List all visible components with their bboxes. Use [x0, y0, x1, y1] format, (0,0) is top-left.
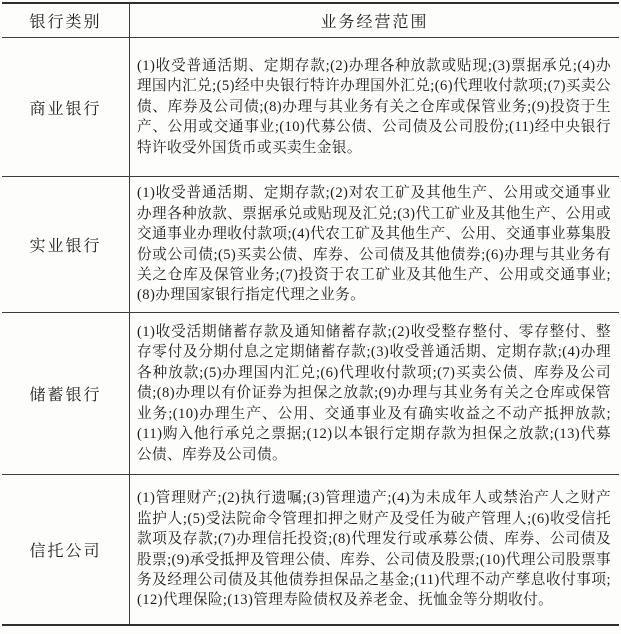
scope-text: (1)收受活期储蓄存款及通知储蓄存款;(2)收受整存整付、零存整付、整存零付及分期付息之定期储蓄存款;(3)收受普通活期、定期存款;(4)办理各种放款;(5)办理国内汇兑;(6)代理收付款项;(7)买卖公债、库券及公司债;(8)办理以有价证券为担保之放款;(9)办理与其业务有关之仓库或保管业务;(10)办理生产、公用、交通事业及有确实收益之不动产抵押放款;(11)购入他行承兑之票据;(12)以本银行定期存款为担保之放款;(13)代募公债、库券及公司债。: [137, 324, 611, 463]
scope-text: (1)管理财产;(2)执行遗嘱;(3)管理遗产;(4)为未成年人或禁治产人之财产监护人;(5)受法院命令管理扣押之财产及受任为破产管理人;(6)收受信托款项及存款;(7)办理信托投资;(8)代理发行或承募公债、库券、公司债及股票;(9)承受抵押及管理公债、库券、公司债及股票;(10)代理公司股票事务及经理公司债及其他债券担保品之基金;(11)代理不动产孳息收付事项;(12)代理保险;(13)管理寿险债权及养老金、抚恤金等分期收付。: [137, 490, 611, 609]
table-row-savings-bank: [2, 313, 619, 475]
scope-cell: [130, 475, 619, 624]
header-category-label: 银行类别: [29, 14, 102, 31]
category-cell: [2, 38, 130, 176]
category-cell: [2, 475, 130, 624]
scope-text: (1)收受普通活期、定期存款;(2)对农工矿及其他生产、公用或交通事业办理各种放款、票据承兑或贴现及汇兑;(3)代工矿业及其他生产、公用或交通事业办理收付款项;(4)代农工矿及其他生产、公用、交通事业募集股份或公司债;(5)买卖公债、库券、公司债及其他债券;(6)办理与其业务有关之仓库及保管业务;(7)投资于农工矿业及其他生产、公用或交通事业;(8)办理国家银行指定代理之业务。: [137, 185, 611, 304]
scope-cell: [130, 38, 619, 176]
scope-cell: [130, 313, 619, 474]
category-label: 实业银行: [29, 238, 102, 255]
scope-text: (1)收受普通活期、定期存款;(2)办理各种放款或贴现;(3)票据承兑;(4)办理国内汇兑;(5)经中央银行特许办理国外汇兑;(6)代理收付款项;(7)买卖公债、库券及公司债;(8)办理与其业务有关之仓库或保管业务;(9)投资于生产、公用或交通事业;(10)代募公债、公司债及公司股份;(11)经中央银行特许收受外国货币或买卖生金银。: [137, 57, 611, 156]
table-row-industrial-bank: [2, 177, 619, 313]
table-row-trust-company: [2, 475, 619, 624]
table-header-row: [2, 4, 619, 38]
category-cell: [2, 177, 130, 312]
category-cell: [2, 313, 130, 474]
header-cell-scope: [130, 4, 619, 37]
category-label: 储蓄银行: [29, 387, 102, 404]
table-row-commercial-bank: [2, 38, 619, 177]
category-label: 信托公司: [29, 543, 102, 560]
category-label: 商业银行: [29, 100, 102, 118]
header-cell-category: [2, 4, 130, 37]
header-scope-label: 业务经营范围: [320, 14, 429, 31]
scope-cell: [130, 177, 619, 312]
bank-types-table: [2, 2, 619, 626]
